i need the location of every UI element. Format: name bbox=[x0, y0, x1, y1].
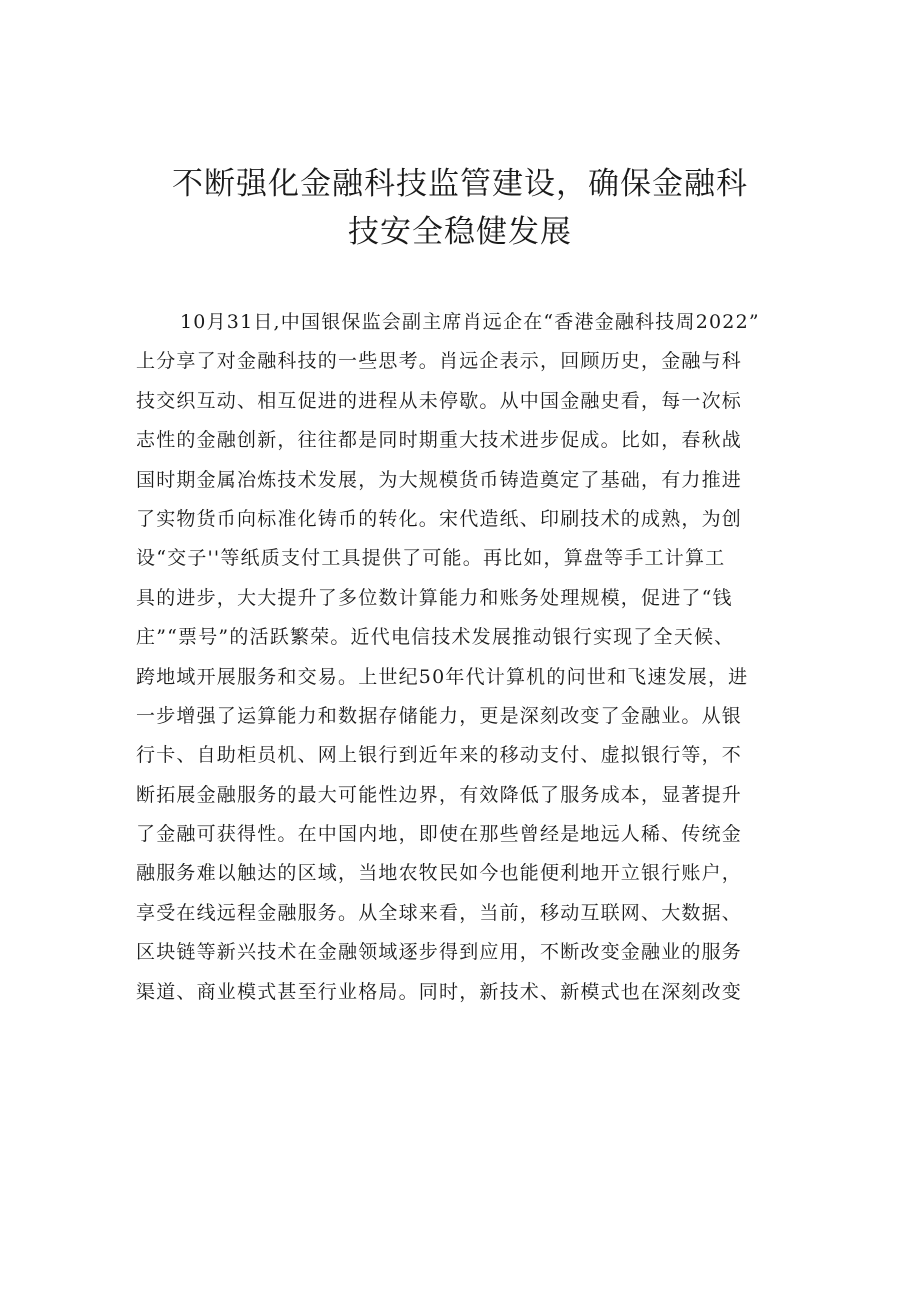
paragraph-line: 10月31日,中国银保监会副主席肖远企在“香港金融科技周2022” bbox=[180, 311, 760, 333]
paragraph-line: 渠道、商业模式甚至行业格局。同时，新技术、新模式也在深刻改变 bbox=[136, 980, 743, 1003]
document-title bbox=[120, 160, 800, 256]
paragraph-line: 融服务难以触达的区域，当地农牧民如今也能便利地开立银行账户， bbox=[136, 862, 743, 885]
paragraph-line: 区块链等新兴技术在金融领域逐步得到应用，不断改变金融业的服务 bbox=[136, 941, 743, 964]
paragraph-line: 国时期金属冶炼技术发展，为大规模货币铸造奠定了基础，有力推进 bbox=[136, 468, 743, 491]
paragraph-line: 上分享了对金融科技的一些思考。肖远企表示，回顾历史，金融与科 bbox=[136, 350, 743, 373]
paragraph-line: 享受在线远程金融服务。从全球来看，当前，移动互联网、大数据、 bbox=[136, 901, 743, 924]
title-line: 不断强化金融科技监管建设，确保金融科 bbox=[172, 166, 748, 202]
paragraph-line: 志性的金融创新，往往都是同时期重大技术进步促成。比如，春秋战 bbox=[136, 429, 743, 452]
paragraph-line: 了金融可获得性。在中国内地，即使在那些曾经是地远人稀、传统金 bbox=[136, 823, 743, 846]
body-paragraph bbox=[136, 303, 796, 1012]
title-line: 技安全稳健发展 bbox=[348, 214, 572, 250]
paragraph-line: 断拓展金融服务的最大可能性边界，有效降低了服务成本，显著提升 bbox=[136, 783, 743, 806]
paragraph-line: 一步增强了运算能力和数据存储能力，更是深刻改变了金融业。从银 bbox=[136, 704, 743, 727]
paragraph-line: 技交织互动、相互促进的进程从未停歇。从中国金融史看，每一次标 bbox=[136, 389, 743, 412]
paragraph-line: 设“交子''等纸质支付工具提供了可能。再比如，算盘等手工计算工 bbox=[136, 547, 726, 570]
paragraph-line: 庄”“票号”的活跃繁荣。近代电信技术发展推动银行实现了全天候、 bbox=[136, 626, 735, 649]
paragraph-line: 行卡、自助柜员机、网上银行到近年来的移动支付、虚拟银行等，不 bbox=[136, 744, 743, 767]
paragraph-line: 了实物货币向标准化铸币的转化。宋代造纸、印刷技术的成熟，为创 bbox=[136, 507, 743, 530]
paragraph-line: 具的进步，大大提升了多位数计算能力和账务处理规模，促进了“钱 bbox=[136, 586, 733, 609]
paragraph-line: 跨地域开展服务和交易。上世纪50年代计算机的问世和飞速发展，进 bbox=[136, 665, 749, 688]
